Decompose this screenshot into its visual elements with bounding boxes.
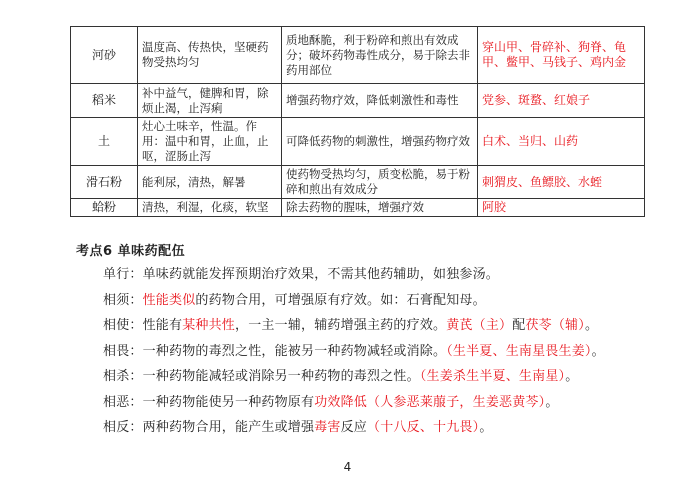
definition-text: 。: [545, 394, 559, 410]
page-number: 4: [343, 460, 352, 474]
table-row: [71, 166, 645, 199]
section-title: 考点6 单味药配伍: [76, 244, 186, 259]
definition-mutual-assistance: [103, 315, 675, 341]
definition-text: 配: [512, 318, 526, 333]
definition-text: 相畏：一种药物的毒烈之性，能被另一种药物减轻或消除。: [103, 343, 447, 359]
definition-text: 。: [479, 420, 493, 435]
frying-auxiliary-table: [70, 26, 645, 217]
definition-text: 反应: [340, 420, 368, 435]
definition-text: 。: [591, 343, 605, 359]
highlight-text: 功效降低: [314, 394, 368, 410]
definition-mutual-reinforcement: [103, 290, 675, 316]
auxiliary-name: 蛤粉: [71, 199, 138, 217]
auxiliary-name: 稻米: [71, 84, 138, 118]
auxiliary-effect: 补中益气，健脾和胃，除烦止渴，止泻痢: [138, 84, 282, 118]
definition-text: ，一主一辅，辅药增强主药的疗效。: [235, 318, 447, 333]
highlight-text: 毒害: [314, 420, 341, 435]
compatibility-list: [103, 264, 675, 443]
definition-single-use: [103, 264, 675, 290]
auxiliary-purpose: 除去药物的腥味，增强疗效: [282, 199, 478, 217]
highlight-text: 性能类似: [142, 292, 196, 308]
auxiliary-name: 滑石粉: [71, 166, 138, 199]
definition-text: 。: [584, 318, 599, 333]
definition-mutual-inhibition: [103, 392, 675, 418]
definition-text: 相恶：一种药物能使另一种药物原有: [103, 394, 315, 410]
auxiliary-effect: 温度高、传热快，坚硬药物受热均匀: [138, 27, 282, 84]
table-row: [71, 118, 645, 166]
auxiliary-effect: 清热，利湿，化痰，软坚: [138, 199, 282, 217]
auxiliary-herbs: 刺猬皮、鱼鳔胶、水蛭: [478, 166, 645, 199]
example-text: （生姜杀生半夏、生南星）: [419, 369, 566, 384]
example-text: 茯苓（辅）: [525, 318, 585, 333]
auxiliary-purpose: 可降低药物的刺激性，增强药物疗效: [282, 118, 478, 166]
definition-text: 相反：两种药物合用，能产生或增强: [103, 420, 315, 435]
definition-text: 的药物合用，可增强原有疗效。如：石膏配知母。: [195, 292, 486, 308]
definition-mutual-antagonism: [103, 417, 675, 443]
table-row: [71, 84, 645, 118]
definition-text: 相须：: [103, 292, 143, 308]
auxiliary-effect: 能利尿，清热，解暑: [138, 166, 282, 199]
auxiliary-herbs: 白术、当归、山药: [478, 118, 645, 166]
table-row: [71, 199, 645, 217]
definition-text: 相杀：一种药物能减轻或消除另一种药物的毒烈之性。: [103, 369, 420, 384]
auxiliary-name: 河砂: [71, 27, 138, 84]
table-row: [71, 27, 645, 84]
auxiliary-purpose: 增强药物疗效，降低刺激性和毒性: [282, 84, 478, 118]
highlight-text: 某种共性: [182, 318, 236, 333]
definition-text: 单行：单味药就能发挥预期治疗效果，不需其他药辅助，如独参汤。: [103, 267, 500, 282]
definition-mutual-suppression: [103, 366, 675, 392]
auxiliary-herbs: 穿山甲、骨碎补、狗脊、龟甲、鳖甲、马钱子、鸡内金: [478, 27, 645, 84]
example-text: （十八反、十九畏）: [367, 420, 480, 435]
auxiliary-herbs: 阿胶: [478, 199, 645, 217]
auxiliary-name: 土: [71, 118, 138, 166]
definition-text: 。: [565, 369, 579, 384]
definition-text: 相使：性能有: [103, 318, 183, 333]
example-text: （人参恶莱菔子，生姜恶黄芩）: [367, 394, 546, 410]
auxiliary-purpose: 使药物受热均匀，质变松脆，易于粉碎和煎出有效成分: [282, 166, 478, 199]
auxiliary-effect: 灶心土味辛，性温。作用：温中和胃，止血，止呕，涩肠止泻: [138, 118, 282, 166]
auxiliary-herbs: 党参、斑蝥、红娘子: [478, 84, 645, 118]
auxiliary-purpose: 质地酥脆，利于粉碎和煎出有效成分；破坏药物毒性成分，易于除去非药用部位: [282, 27, 478, 84]
example-text: 黄芪（主）: [446, 318, 513, 333]
definition-mutual-restraint: [103, 341, 675, 367]
example-text: （生半夏、生南星畏生姜）: [446, 343, 592, 359]
